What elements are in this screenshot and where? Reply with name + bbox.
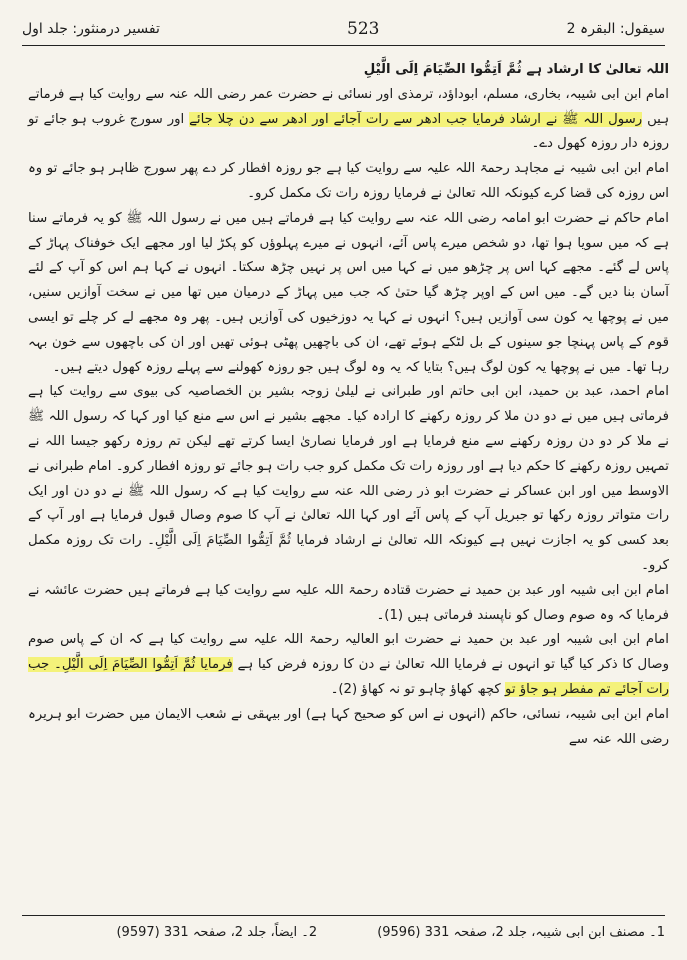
footnote-rule [22,915,665,916]
running-title-right: سیقول: البقرہ 2 [566,21,665,37]
paragraph-4: امام احمد، عبد بن حمید، ابن ابی حاتم اور طبرانی نے لیلیٰ زوجہ بشیر بن الخصاصیہ کی بیوی سے روایت کیا ہے فرماتی ہیں میں نے دو دن ملا کر روزہ رکھنے کا ارادہ کیا۔ مجھے بشیر نے اس سے منع کیا اور کہا کہ رسول اللہ ﷺ نے ملا کر دو دن روزہ رکھنے سے منع فرمایا ہے اور فرمایا نصاریٰ ایسا کرتے تھے لیکن تم روزہ رکھو جیسا اللہ نے تمہیں روزہ رکھنے کا حکم دیا ہے اور روزہ رات تک مکمل کرو جب رات ہو جائے تو روزہ افطار کرو۔ امام طبرانی نے الاوسط میں اور ابن عساکر نے حضرت ابو ذر رضی اللہ عنہ سے روایت کیا ہے کہ رسول اللہ ﷺ نے دو دن اور ایک رات متواتر روزہ رکھا تو جبریل آپ کے پاس آئے اور کہا اللہ تعالیٰ نے آپ کا صوم وصال قبول فرمایا ہے اور آپ کے بعد کسی کو یہ اجازت نہیں ہے کیونکہ اللہ تعالیٰ نے ارشاد فرمایا ثُمَّ اَتِمُّوا الصِّیَامَ اِلَی الَّیْلِ۔ رات تک روزہ مکمل کرو۔ [28,384,669,573]
paragraph-7: امام ابن ابی شیبہ، نسائی، حاکم (انہوں نے اس کو صحیح کہا ہے) اور بیہقی نے شعب الایمان میں حضرت ابو ہریرہ رضی اللہ عنہ سے [28,706,669,747]
paragraph-text: کچھ کھاؤ چاہو تو نہ کھاؤ (2)۔ [330,681,505,697]
footnotes [22,920,665,944]
paragraph-3: امام حاکم نے حضرت ابو امامہ رضی اللہ عنہ سے روایت کیا ہے فرماتے ہیں میں نے رسول اللہ ﷺ کو یہ فرماتے سنا ہے کہ میں سویا ہوا تھا، دو شخص میرے پاس آئے، انہوں نے میرے پہلوؤں کو پکڑ لیا اور مجھے ایک خوفناک پہاڑ کے پاس لے گئے۔ مجھے کہا اس پر چڑھو میں نے کہا میں اس پر نہیں چڑھ سکتا۔ انہوں نے کہا ہم اس کو آپ کے لئے آسان بنا دیں گے۔ میں اس کے اوپر چڑھ گیا حتیٰ کہ جب میں پہاڑ کے درمیان میں تھا میں نے سخت آوازیں سنیں، میں نے پوچھا یہ کون سی آوازیں ہیں؟ انہوں نے کہا یہ دوزخیوں کی آوازیں ہیں۔ پھر وہ مجھے لے کر چلے تو ایسی قوم کے پاس پہنچا جو سینوں کے بل لٹکے ہوئے تھے، ان کی باچھیں پھٹی ہوئی تھیں اور ان کی باچھوں سے خون بہہ رہا تھا۔ میں نے پوچھا یہ کون لوگ ہیں؟ بتایا کہ یہ وہ لوگ ہیں جو روزہ کھولنے سے پہلے روزہ کھول دیتے ہیں۔ [28,210,669,375]
highlighted-text: فرمایا ثُمَّ اَتِمُّوا الصِّیَامَ اِلَی الَّیْلِ۔ جب رات آجائے تم مفطر ہو جاؤ تو [28,657,669,697]
paragraph-6 [28,628,669,702]
verse-heading: اللہ تعالیٰ کا ارشاد ہے ثُمَّ اَتِمُّوا الصِّیَامَ اِلَی الَّیْلِ [363,62,669,77]
paragraph-text: امام ابن ابی شیبہ، بخاری، مسلم، ابوداؤد، ترمذی اور نسائی نے حضرت عمر رضی اللہ عنہ سے روایت کیا ہے فرماتے ہیں [28,86,669,127]
paragraph-2: امام ابن ابی شیبہ نے مجاہد رحمۃ اللہ علیہ سے روایت کیا ہے جو روزہ افطار کر دے پھر سورج ظاہر ہو جائے تو وہ اس روزہ کی قضا کرے کیونکہ اللہ تعالیٰ نے فرمایا روزہ رات تک مکمل کرو۔ [28,161,669,201]
header-rule [22,45,665,46]
page-body [28,58,669,894]
page-header [22,16,665,42]
paragraph-text: امام ابن ابی شیبہ اور عبد بن حمید نے حضرت ابو العالیہ رحمۃ اللہ علیہ سے روایت کیا ہے کہ ان کے پاس صوم وصال کا ذکر کیا گیا تو انہوں نے فرمایا اللہ تعالیٰ نے دن کا روزہ فرض کیا ہے [28,632,669,673]
page-number: 523 [347,19,380,39]
paragraph-text: اور سورج غروب ہو جائے تو روزہ دار روزہ کھول دے۔ [28,111,669,152]
footnote-1: 1۔ مصنف ابن ابی شیبہ، جلد 2، صفحہ 331 (9596) [377,924,665,940]
highlighted-text: رسول اللہ ﷺ نے ارشاد فرمایا جب ادھر سے رات آجائے اور ادھر سے دن چلا جائے [189,111,643,127]
paragraph-5: امام ابن ابی شیبہ اور عبد بن حمید نے حضرت قتادہ رحمۃ اللہ علیہ سے روایت کیا ہے فرماتے ہیں حضرت عائشہ نے فرمایا کہ وہ صوم وصال کو ناپسند فرماتی ہیں (1)۔ [28,582,669,623]
paragraph-1 [28,83,669,157]
running-title-left: تفسیر درمنثور: جلد اول [22,21,160,37]
footnote-2: 2۔ ایضاً، جلد 2، صفحہ 331 (9597) [116,924,318,940]
